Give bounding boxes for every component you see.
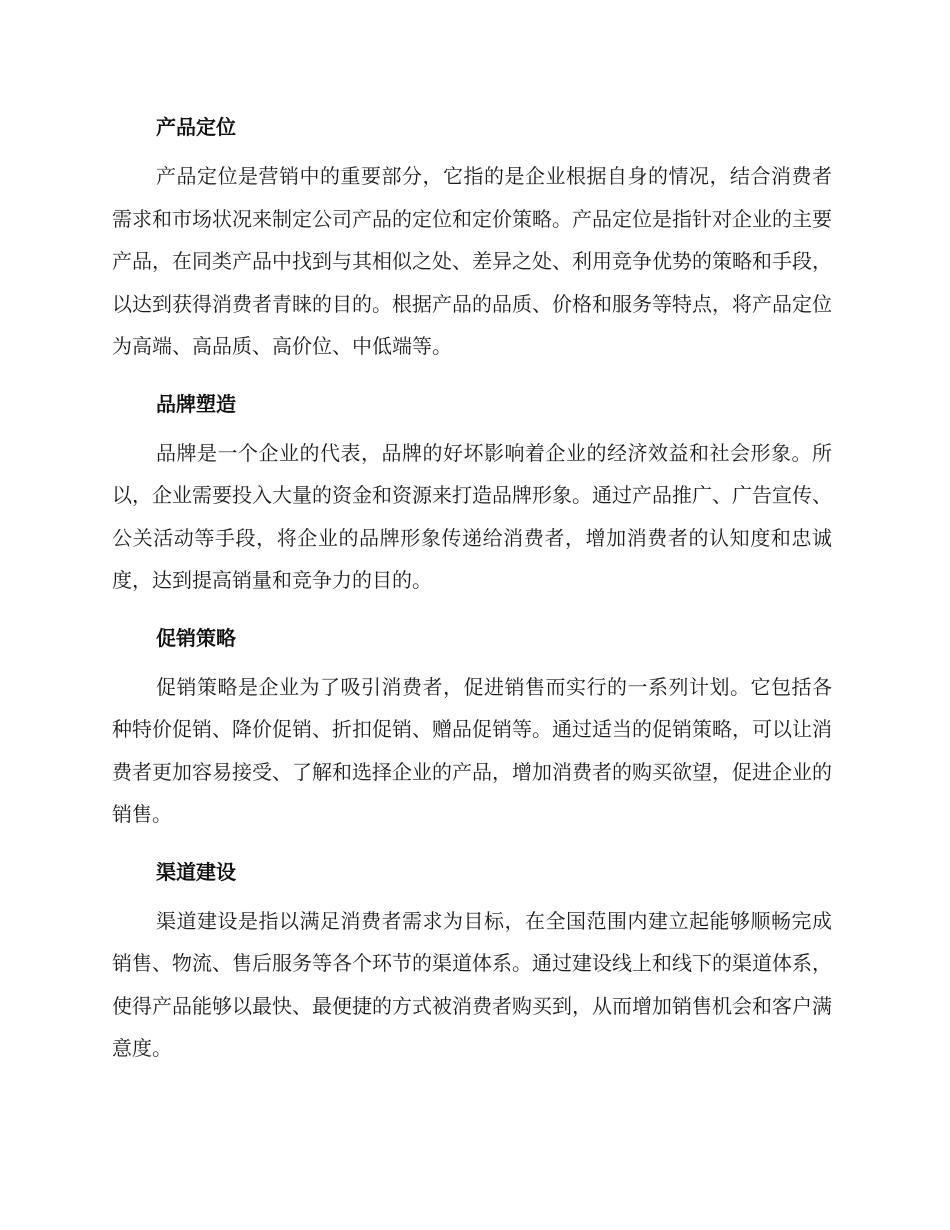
section-paragraph: 促销策略是企业为了吸引消费者，促进销售而实行的一系列计划。它包括各种特价促销、降价促销、折扣促销、赠品促销等。通过适当的促销策略，可以让消费者更加容易接受、了解和选择企业的产品，增加消费者的购买欲望，促进企业的销售。 [112, 674, 832, 826]
section-paragraph: 产品定位是营销中的重要部分，它指的是企业根据自身的情况，结合消费者需求和市场状况来制定公司产品的定位和定价策略。产品定位是指针对企业的主要产品，在同类产品中找到与其相似之处、差异之处、利用竞争优势的策略和手段，以达到获得消费者青睐的目的。根据产品的品质、价格和服务等特点，将产品定位为高端、高品质、高价位、中低端等。 [112, 164, 832, 358]
document-page [112, 108, 832, 1087]
section-heading: 产品定位 [156, 115, 236, 139]
section-heading: 品牌塑造 [156, 391, 236, 416]
section-channel-construction [112, 853, 832, 1070]
section-promotion-strategy [112, 619, 832, 836]
section-brand-building [112, 385, 832, 602]
section-product-positioning [112, 108, 832, 368]
section-paragraph: 品牌是一个企业的代表，品牌的好坏影响着企业的经济效益和社会形象。所以，企业需要投入大量的资金和资源来打造品牌形象。通过产品推广、广告宣传、公关活动等手段，将企业的品牌形象传递给消费者，增加消费者的认知度和忠诚度，达到提高销量和竞争力的目的。 [112, 440, 832, 592]
section-paragraph: 渠道建设是指以满足消费者需求为目标，在全国范围内建立起能够顺畅完成销售、物流、售后服务等各个环节的渠道体系。通过建设线上和线下的渠道体系，使得产品能够以最快、最便捷的方式被消费者购买到，从而增加销售机会和客户满意度。 [112, 908, 832, 1060]
section-heading: 渠道建设 [156, 859, 236, 884]
section-heading: 促销策略 [156, 625, 236, 650]
